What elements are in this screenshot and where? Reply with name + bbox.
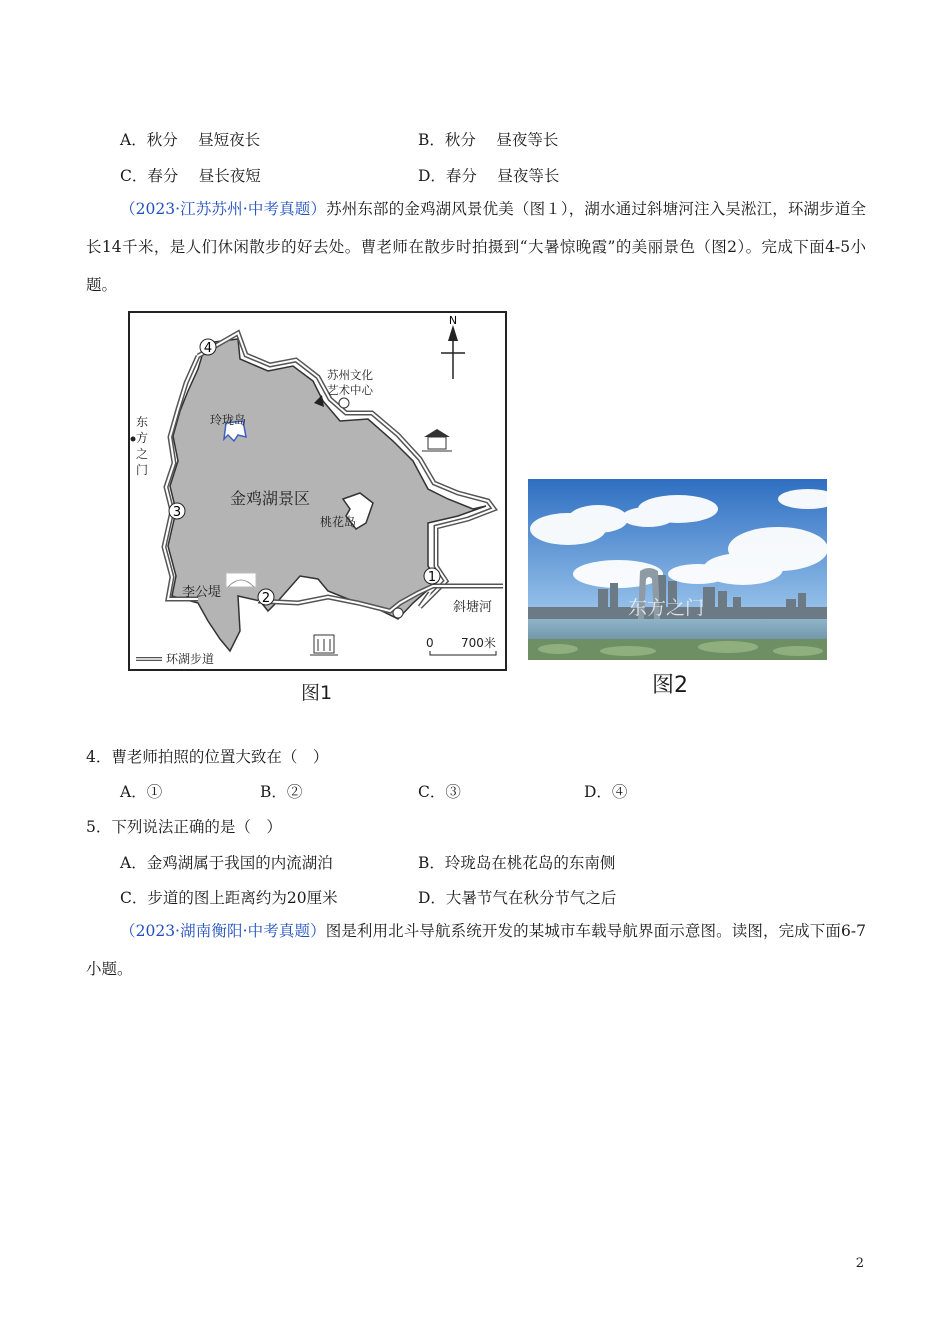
poi-south-icon — [393, 608, 403, 618]
q4-option-a: A．① — [120, 783, 163, 801]
label-dongfang-1: 东 — [136, 415, 149, 429]
option-c: C．春分 昼长夜短 — [120, 167, 261, 185]
poi-center-icon — [339, 398, 349, 408]
q5-option-a: A．金鸡湖属于我国的内流湖泊 — [120, 854, 333, 872]
q4-option-d: D．④ — [584, 783, 628, 801]
dongfang-dot — [131, 437, 136, 442]
bridge-icon — [226, 573, 256, 587]
building-icon-south — [310, 635, 338, 655]
option-d: D．春分 昼夜等长 — [418, 167, 560, 185]
label-center: 苏州文化 — [327, 368, 373, 382]
label-dongfang-2: 方 — [136, 431, 149, 445]
q5-stem: 5．下列说法正确的是（ ） — [86, 818, 282, 836]
scale-zero: 0 — [426, 636, 434, 650]
passage-2 — [86, 912, 866, 988]
label-taohua: 桃花岛 — [320, 515, 357, 529]
figure-2-photo — [528, 479, 827, 660]
passage-2-source: （2023·湖南衡阳·中考真题） — [120, 922, 326, 940]
marker-4: 4 — [203, 341, 213, 356]
figure-1-caption: 图1 — [301, 682, 333, 704]
q5-option-b: B．玲珑岛在桃花岛的东南侧 — [418, 854, 616, 872]
q4-option-b: B．② — [260, 783, 303, 801]
option-a: A．秋分 昼短夜长 — [120, 131, 261, 149]
label-dongfang-4: 门 — [136, 463, 149, 477]
option-b: B．秋分 昼夜等长 — [418, 131, 559, 149]
passage-1-text: 苏州东部的金鸡湖风景优美（图１），湖水通过斜塘河注入吴淞江，环湖步道全长14千米，是人们休闲散步的好去处。曹老师在散步时拍摄到“大暑惊晚霞”的美丽景色（图2）。完成下面4-5小题。 — [86, 200, 866, 294]
passage-1 — [86, 190, 866, 304]
figure-1-map — [128, 311, 508, 673]
label-dongfang-3: 之 — [136, 447, 149, 461]
label-xietang: 斜塘河 — [453, 600, 493, 615]
marker-2: 2 — [261, 591, 271, 606]
label-lake: 金鸡湖景区 — [230, 489, 311, 508]
label-ligongdi: 李公堤 — [182, 585, 222, 600]
passage-1-source: （2023·江苏苏州·中考真题） — [120, 200, 327, 218]
north-label: N — [448, 314, 458, 327]
q4-stem: 4．曹老师拍照的位置大致在（ ） — [86, 748, 329, 766]
figure-2-caption: 图2 — [652, 673, 688, 698]
q4-option-c: C．③ — [418, 783, 461, 801]
passage-2-text: 图是利用北斗导航系统开发的某城市车载导航界面示意图。读图，完成下面6-7小题。 — [86, 922, 866, 978]
q5-option-d: D．大暑节气在秋分节气之后 — [418, 889, 617, 907]
photo-overlay-text: 东方之门 — [628, 597, 705, 619]
legend-trail-text: 环湖步道 — [166, 652, 215, 666]
label-center-2: 艺术中心 — [327, 383, 373, 397]
marker-1: 1 — [427, 570, 437, 585]
scale-text: 700米 — [461, 636, 496, 650]
marker-3: 3 — [172, 505, 182, 520]
page-number: 2 — [855, 1256, 864, 1271]
q5-option-c: C．步道的图上距离约为20厘米 — [120, 889, 338, 907]
label-linglong: 玲珑岛 — [210, 413, 247, 427]
